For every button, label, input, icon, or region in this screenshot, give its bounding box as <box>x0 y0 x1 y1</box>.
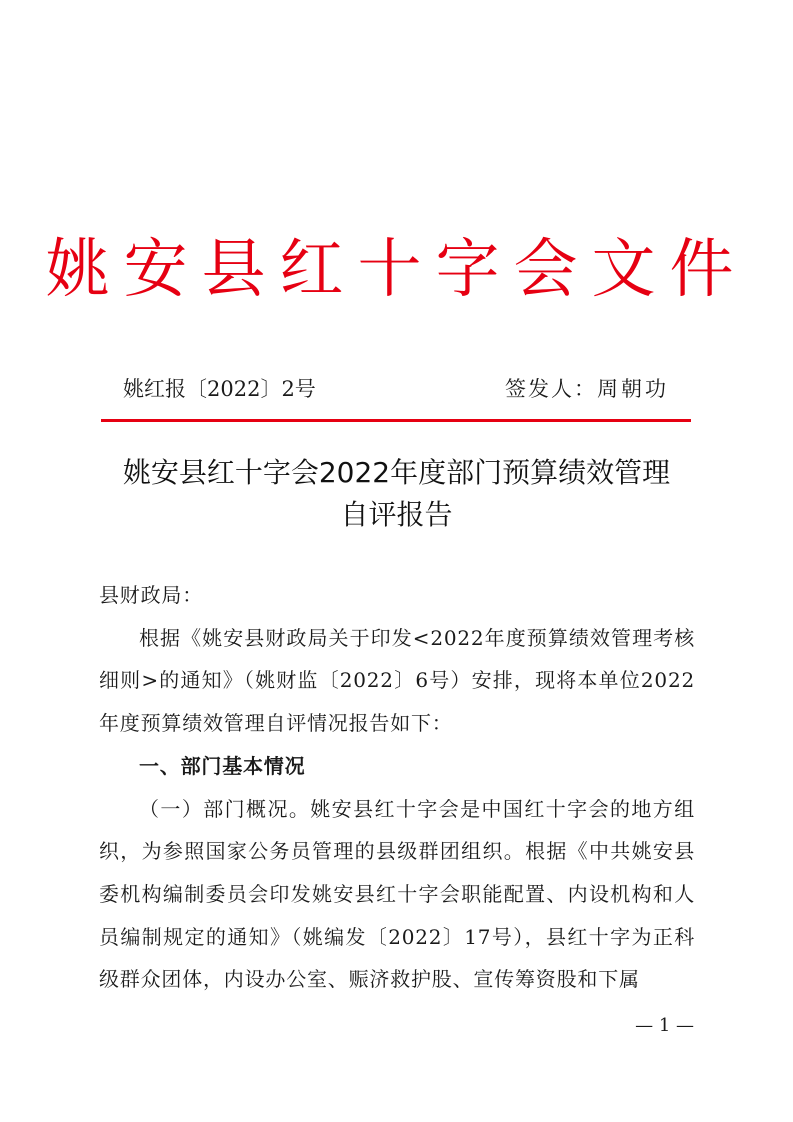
subsection-text: 姚安县红十字会是中国红十字会的地方组织，为参照国家公务员管理的县级群团组织。根据《中共姚安县委机构编制委员会印发姚安县红十字会职能配置、内设机构和人员编制规定的通知》（姚编发〔2022〕17号），县红十字为正科级群众团体，内设办公室、赈济救护股、宣传筹资股和下属 <box>99 796 695 992</box>
red-divider-line <box>101 419 691 422</box>
document-number: 姚红报〔2022〕2号 <box>123 377 316 401</box>
document-title-line-1: 姚安县红十字会2022年度部门预算绩效管理 <box>122 456 671 489</box>
section-heading: 一、部门基本情况 <box>139 753 306 778</box>
page-number: — 1 — <box>635 1015 694 1036</box>
signer-block <box>505 374 669 404</box>
document-title-line-2: 自评报告 <box>340 498 453 531</box>
signer-label: 签发人： <box>505 377 597 401</box>
intro-paragraph: 根据《姚安县财政局关于印发<2022年度预算绩效管理考核细则>的通知》（姚财监〔2022〕6号）安排，现将本单位2022年度预算绩效管理自评情况报告如下： <box>99 625 695 736</box>
document-title <box>80 452 713 536</box>
salutation: 县财政局： <box>99 583 203 607</box>
document-body <box>99 574 695 1001</box>
signer-name: 周朝功 <box>597 377 669 401</box>
document-masthead: 姚安县红十字会文件 <box>45 233 748 307</box>
subsection-label: （一）部门概况。 <box>139 796 311 821</box>
subsection-paragraph <box>99 788 695 1002</box>
